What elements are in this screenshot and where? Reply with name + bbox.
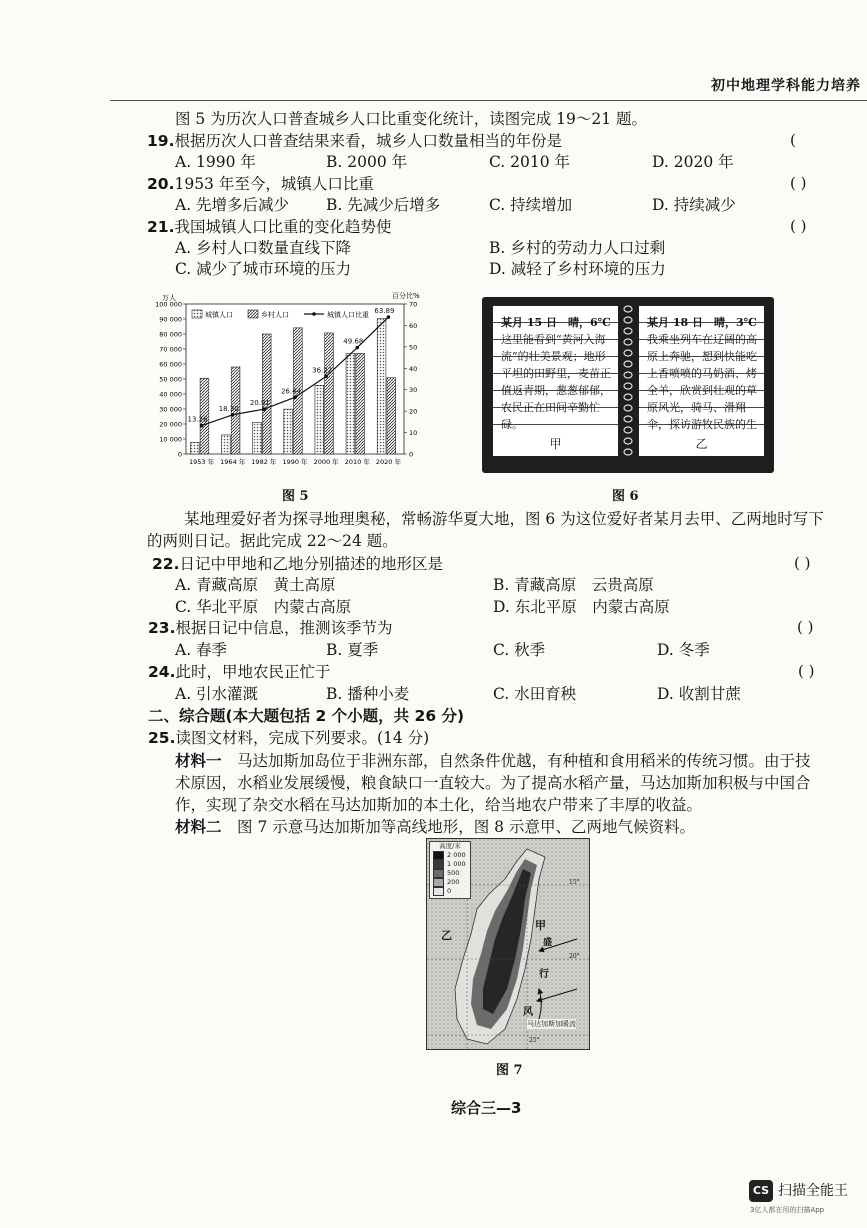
x-tick-label: 2000 年 [313,458,339,466]
data-label: 13.26 [187,415,208,424]
question-24 [148,662,330,682]
y-right-tick-label: 60 [409,321,418,330]
spiral-ring [624,394,632,400]
y-right-tick-label: 20 [409,407,418,416]
answer-paren: ( ) [798,662,815,680]
option-d: D. 持续减少 [652,196,736,214]
legend-row [430,887,470,896]
option-d: D. 收割甘蔗 [657,685,741,703]
option-a: A. 1990 年 [175,153,256,171]
lat-label: 15° [569,879,580,886]
figure-6-caption: 图 6 [612,489,639,504]
question-number: 19. [147,132,175,150]
spiral-rings [623,303,633,459]
legend-label: 1 000 [447,860,466,868]
spiral-ring [624,449,632,455]
option-b: B. 夏季 [326,641,379,659]
legend-row [430,869,470,878]
legend-point-ratio [312,312,316,316]
data-label: 63.89 [374,307,395,316]
bar-rural [325,333,334,454]
option-d: D. 减轻了乡村环境的压力 [489,260,666,278]
material-1-label: 材料一 [175,752,222,770]
scanner-logo: CS [749,1180,773,1202]
option-c: C. 水田育秧 [493,685,577,703]
figure-6-diary [482,297,774,473]
legend-label: 0 [447,887,452,895]
scanner-tagline: 3亿人都在用的扫描App [750,1206,825,1214]
option-c: C. 持续增加 [489,196,573,214]
question-23 [148,618,392,638]
legend-swatch [433,887,444,896]
diary-left-text [493,306,618,433]
x-tick-label: 1982 年 [251,458,277,466]
option-a: A. 引水灌溉 [175,685,259,703]
question-stem: 根据历次人口普查结果来看，城乡人口数量相当的年份是 [174,132,562,150]
spiral-ring [624,339,632,345]
question-number: 25. [148,729,176,747]
answer-paren: ( ) [794,554,811,572]
y-left-tick-label: 40 000 [159,390,182,399]
option-d: D. 2020 年 [652,153,734,171]
option-d: D. 东北平原 内蒙古高原 [493,598,670,616]
bar-urban [315,385,324,454]
y-left-tick-label: 0 [177,450,182,459]
x-tick-label: 2020 年 [375,458,401,466]
label-jia: 甲 [535,919,546,932]
wind-char: 风 [523,1007,533,1018]
y-left-tick-label: 90 000 [159,315,182,324]
legend-swatch [433,851,444,860]
question-25 [148,728,429,748]
bar-rural [262,334,271,454]
urban-ratio-point [262,407,266,411]
legend-swatch-rural [248,310,258,318]
legend-swatch [433,878,444,887]
y-right-tick-label: 50 [409,343,418,352]
spiral-ring [624,317,632,323]
question-stem: 1953 年至今，城镇人口比重 [174,175,374,193]
legend-label-ratio: 城镇人口比重 [327,311,369,319]
option-c: C. 华北平原 内蒙古高原 [175,598,352,616]
diary-spiral [623,303,633,459]
spiral-ring [624,328,632,334]
legend-title: 高度/米 [439,842,461,850]
intro-22-24-line2: 的两则日记。据此完成 22～24 题。 [147,532,398,550]
option-c: C. 减少了城市环境的压力 [175,260,352,278]
option-a: A. 先增多后减少 [175,196,290,214]
diary-page-right [638,305,765,457]
diary-right-text [639,306,764,450]
legend-rows [430,851,470,896]
y-left-tick-label: 20 000 [159,420,182,429]
question-number: 20. [147,175,175,193]
spiral-ring [624,361,632,367]
data-label: 26.44 [280,387,302,396]
lat-label: 20° [569,953,580,960]
question-stem: 根据日记中信息，推测该季节为 [175,619,393,637]
material-2-text: 图 7 示意马达加斯加等高线地形，图 8 示意甲、乙两地气候资料。 [237,818,695,836]
data-label: 36.22 [312,366,333,375]
question-stem: 我国城镇人口比重的变化趋势使 [174,218,392,236]
legend-label-rural: 乡村人口 [261,311,289,319]
intro-19-21: 图 5 为历次人口普查城乡人口比重变化统计，读图完成 19～21 题。 [175,110,648,128]
material-2-label: 材料二 [175,818,222,836]
y-left-tick-label: 50 000 [159,375,182,384]
y-left-tick-label: 60 000 [159,360,182,369]
y-left-tick-label: 80 000 [159,330,182,339]
wind-char: 盛 [543,938,553,948]
bar-urban [284,409,293,454]
spiral-ring [624,416,632,422]
legend-row [430,878,470,887]
answer-paren: ( ) [790,174,807,192]
answer-paren: ( ) [790,217,807,235]
bar-rural [356,353,365,454]
current-label: 马达加斯加暖流 [527,1020,576,1028]
lat-label: 25° [529,1037,540,1044]
material-1-text: 马达加斯加岛位于非洲东部，自然条件优越，有种植和食用稻米的传统习惯。由于技 [237,752,811,770]
legend-label: 500 [447,869,460,877]
option-b: B. 先减少后增多 [326,196,441,214]
header-rule [110,100,867,101]
bar-urban [190,442,199,454]
x-tick-label: 1990 年 [282,458,308,466]
question-19 [147,131,562,151]
diary-left-label: 甲 [493,435,618,452]
diary-left-heading: 某月 15 日 晴，6℃ [501,316,611,329]
question-stem: 此时，甲地农民正忙于 [175,663,331,681]
figure-7-map [426,838,590,1050]
bar-urban [222,435,231,454]
urban-ratio-point [231,413,235,417]
legend-swatch [433,860,444,869]
legend-swatch [433,869,444,878]
map-legend [429,841,471,899]
urban-ratio-point [387,315,391,319]
question-20 [147,174,374,194]
question-number: 23. [148,619,176,637]
legend-row [430,851,470,860]
question-number: 22. [152,555,180,573]
spiral-ring [624,383,632,389]
wind-char: 行 [539,969,549,980]
intro-22-24-line1: 某地理爱好者为探寻地理奥秘，常畅游华夏大地，图 6 为这位爱好者某月去甲、乙两地时写下 [184,510,824,528]
legend-label: 200 [447,878,460,886]
urban-ratio-point [293,396,297,400]
bar-urban [377,319,386,454]
question-number: 21. [147,218,175,236]
label-yi: 乙 [441,929,452,942]
y-right-tick-label: 10 [409,429,418,438]
option-a: A. 春季 [175,641,228,659]
diary-right-heading: 某月 18 日 晴，3℃ [647,316,757,329]
bar-rural [387,378,396,454]
y-right-tick-label: 30 [409,386,418,395]
question-22 [152,554,443,574]
y-left-tick-label: 30 000 [159,405,182,414]
material-1-line2: 术原因，水稻业发展缓慢，粮食缺口一直较大。为了提高水稻产量，马达加斯加积极与中国合 [175,774,811,792]
x-tick-label: 2010 年 [344,458,370,466]
question-number: 24. [148,663,176,681]
spiral-ring [624,306,632,312]
legend-label: 2 000 [447,851,466,859]
urban-ratio-point [200,424,204,428]
material-1-line3: 作，实现了杂交水稻在马达加斯加的本土化，给当地农户带来了丰厚的收益。 [175,796,703,814]
option-c: C. 2010 年 [489,153,571,171]
question-stem: 读图文材料，完成下列要求。(14 分) [175,729,430,747]
option-a: A. 青藏高原 黄土高原 [175,576,336,594]
data-label: 49.68 [343,337,364,346]
scanner-name: 扫描全能王 [778,1183,848,1199]
spiral-ring [624,427,632,433]
question-stem: 日记中甲地和乙地分别描述的地形区是 [179,555,443,573]
y-left-tick-label: 70 000 [159,345,182,354]
option-a: A. 乡村人口数量直线下降 [175,239,352,257]
option-c: C. 秋季 [493,641,546,659]
x-tick-label: 1953 年 [189,458,215,466]
legend-label-urban: 城镇人口 [205,311,233,319]
spiral-ring [624,372,632,378]
diary-page-left [492,305,619,457]
material-2-line [175,817,695,837]
answer-paren: ( [790,131,796,149]
option-b: B. 播种小麦 [326,685,410,703]
spiral-ring [624,438,632,444]
urban-ratio-point [324,375,328,379]
option-b: B. 青藏高原 云贵高原 [493,576,654,594]
page-footer: 综合三—3 [451,1099,522,1117]
option-b: B. 乡村的劳动力人口过剩 [489,239,666,257]
section-2-title: 二、综合题(本大题包括 2 个小题，共 26 分) [148,707,465,725]
figure-7-caption: 图 7 [496,1063,523,1078]
figure-5-chart [148,288,432,478]
material-1-line1 [175,751,811,771]
urban-ratio-point [355,346,359,350]
spiral-ring [624,350,632,356]
legend-swatch-urban [192,310,202,318]
y-right-tick-label: 0 [409,450,414,459]
bar-urban [253,422,262,454]
page-header: 初中地理学科能力培养 [711,78,861,94]
legend-row [430,860,470,869]
data-label: 20.91 [249,399,270,408]
diary-right-label: 乙 [639,435,764,452]
diary-left-body: 这里能看到“黄河入海流”的壮美景观；地形平坦的田野里，麦苗正值返青期，葱葱郁郁，农民正在田间辛勤忙碌。 [501,333,611,431]
y-left-tick-label: 10 000 [159,435,182,444]
y-left-tick-label: 100 000 [155,300,182,309]
option-b: B. 2000 年 [326,153,408,171]
figure-5-caption: 图 5 [282,489,309,504]
y-right-label: 百分比% [392,292,420,300]
data-label: 18.30 [218,404,239,413]
y-left-label: 万人 [162,294,176,302]
bar-urban [346,354,355,455]
answer-paren: ( ) [797,618,814,636]
diary-right-body: 我乘坐列车在辽阔的高原上奔驰，想到快能吃上香喷喷的马奶酒、烤全羊，欣赏到壮观的草原风光，骑马、滑翔伞，探访游牧民族的生 [647,333,757,431]
spiral-ring [624,405,632,411]
x-tick-label: 1964 年 [220,458,246,466]
y-right-tick-label: 70 [409,300,418,309]
option-d: D. 冬季 [657,641,710,659]
y-right-tick-label: 40 [409,364,418,373]
question-21 [147,217,391,237]
